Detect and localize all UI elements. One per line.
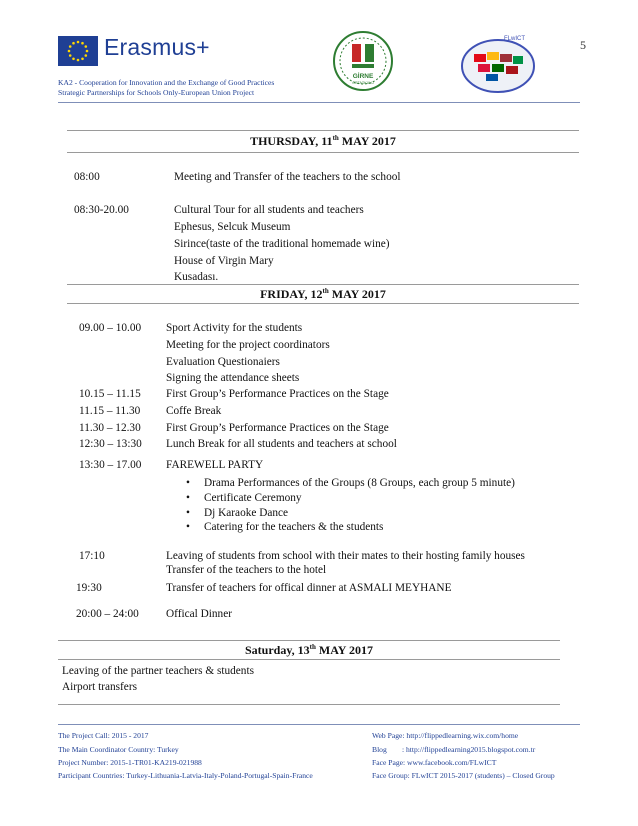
divider	[67, 284, 579, 285]
schedule-activity: FAREWELL PARTY	[166, 459, 264, 471]
bullet-item: • Dj Karaoke Dance	[186, 507, 289, 519]
bullet-icon: •	[186, 477, 190, 489]
erasmus-brand: Erasmus+	[104, 34, 210, 60]
schedule-activity: Transfer of the teachers to the hotel	[166, 564, 327, 576]
saturday-line: Airport transfers	[62, 681, 137, 693]
schedule-activity: Coffe Break	[166, 405, 222, 417]
footer-face-page: Face Page: www.facebook.com/FLwICT	[372, 758, 497, 767]
schedule-time: 11.15 – 11.30	[79, 405, 141, 417]
footer-left-line: Project Number: 2015-1-TR01-KA219-021988	[58, 758, 202, 767]
bullet-icon: •	[186, 492, 190, 504]
schedule-activity: Transfer of teachers for offical dinner at ASMALI MEYHANE	[166, 582, 452, 594]
divider	[67, 152, 579, 153]
header-divider	[58, 102, 580, 103]
schedule-activity: House of Virgin Mary	[174, 255, 274, 267]
schedule-time: 13:30 – 17.00	[79, 459, 142, 471]
schedule-activity: First Group’s Performance Practices on the Stage	[166, 422, 389, 434]
thursday-title: THURSDAY, 11th MAY 2017	[250, 134, 396, 148]
divider	[58, 640, 560, 641]
eu-flag-icon	[58, 36, 98, 66]
footer-web-page: Web Page: http://flippedlearning.wix.com/home	[372, 731, 519, 740]
bullet-item: • Certificate Ceremony	[186, 492, 302, 504]
saturday-title: Saturday, 13th MAY 2017	[244, 643, 374, 657]
schedule-activity: Leaving of students from school with their mates to their hosting family houses	[166, 550, 525, 562]
schedule-activity: Meeting for the project coordinators	[166, 339, 330, 351]
schedule-time: 17:10	[79, 550, 105, 562]
school-seal-logo	[332, 30, 394, 92]
schedule-time: 11.30 – 12.30	[79, 422, 141, 434]
schedule-time: 20:00 – 24:00	[76, 608, 139, 620]
schedule-time: 10.15 – 11.15	[79, 388, 141, 400]
schedule-activity: First Group’s Performance Practices on the Stage	[166, 388, 389, 400]
schedule-time: 12:30 – 13:30	[79, 438, 142, 450]
header-line-1: KA2 - Cooperation for Innovation and the Exchange of Good Practices	[58, 78, 275, 87]
divider	[67, 130, 579, 131]
schedule-activity: Ephesus, Selcuk Museum	[174, 221, 291, 233]
schedule-activity: Sport Activity for the students	[166, 322, 303, 334]
footer-blog: Blog : http://flippedlearning2015.blogspot.com.tr	[372, 745, 536, 754]
schedule-time: 08:30-20.00	[74, 204, 129, 216]
divider	[58, 704, 560, 705]
schedule-activity: Sirince(taste of the traditional homemade wine)	[174, 238, 390, 250]
schedule-activity: Signing the attendance sheets	[166, 372, 300, 384]
footer-face-group: Face Group: FLwICT 2015-2017 (students) – Closed Group	[372, 771, 555, 780]
schedule-time: 08:00	[74, 171, 100, 183]
divider	[67, 303, 579, 304]
schedule-activity: Kusadası.	[174, 271, 219, 283]
footer-divider	[58, 724, 580, 725]
schedule-activity: Cultural Tour for all students and teachers	[174, 204, 364, 216]
bullet-icon: •	[186, 507, 190, 519]
page-number: 5	[580, 38, 586, 52]
flwict-label: FLwICT	[504, 36, 525, 42]
saturday-line: Leaving of the partner teachers & students	[62, 665, 254, 677]
bullet-item: • Drama Performances of the Groups (8 Groups, each group 5 minute)	[186, 477, 515, 489]
footer-left-line: Participant Countries: Turkey-Lithuania-Latvia-Italy-Poland-Portugal-Spain-France	[58, 771, 313, 780]
bullet-item: • Catering for the teachers & the students	[186, 521, 384, 533]
seal-text: GİRNE	[352, 73, 374, 80]
schedule-activity: Offical Dinner	[166, 608, 232, 620]
schedule-time: 09.00 – 10.00	[79, 322, 142, 334]
schedule-activity: Meeting and Transfer of the teachers to the school	[174, 171, 401, 183]
divider	[58, 659, 560, 660]
friday-title: FRIDAY, 12th MAY 2017	[260, 287, 386, 301]
schedule-activity: Lunch Break for all students and teachers at school	[166, 438, 397, 450]
seal-sub: ORTAOKULU	[352, 81, 374, 85]
flwict-logo	[456, 28, 538, 96]
header-line-2: Strategic Partnerships for Schools Only-European Union Project	[58, 88, 255, 97]
schedule-time: 19:30	[76, 582, 102, 594]
bullet-icon: •	[186, 521, 190, 533]
footer-left-line: The Main Coordinator Country: Turkey	[58, 745, 179, 754]
footer-left-line: The Project Call: 2015 - 2017	[58, 731, 149, 740]
schedule-activity: Evaluation Questionaiers	[166, 356, 280, 368]
